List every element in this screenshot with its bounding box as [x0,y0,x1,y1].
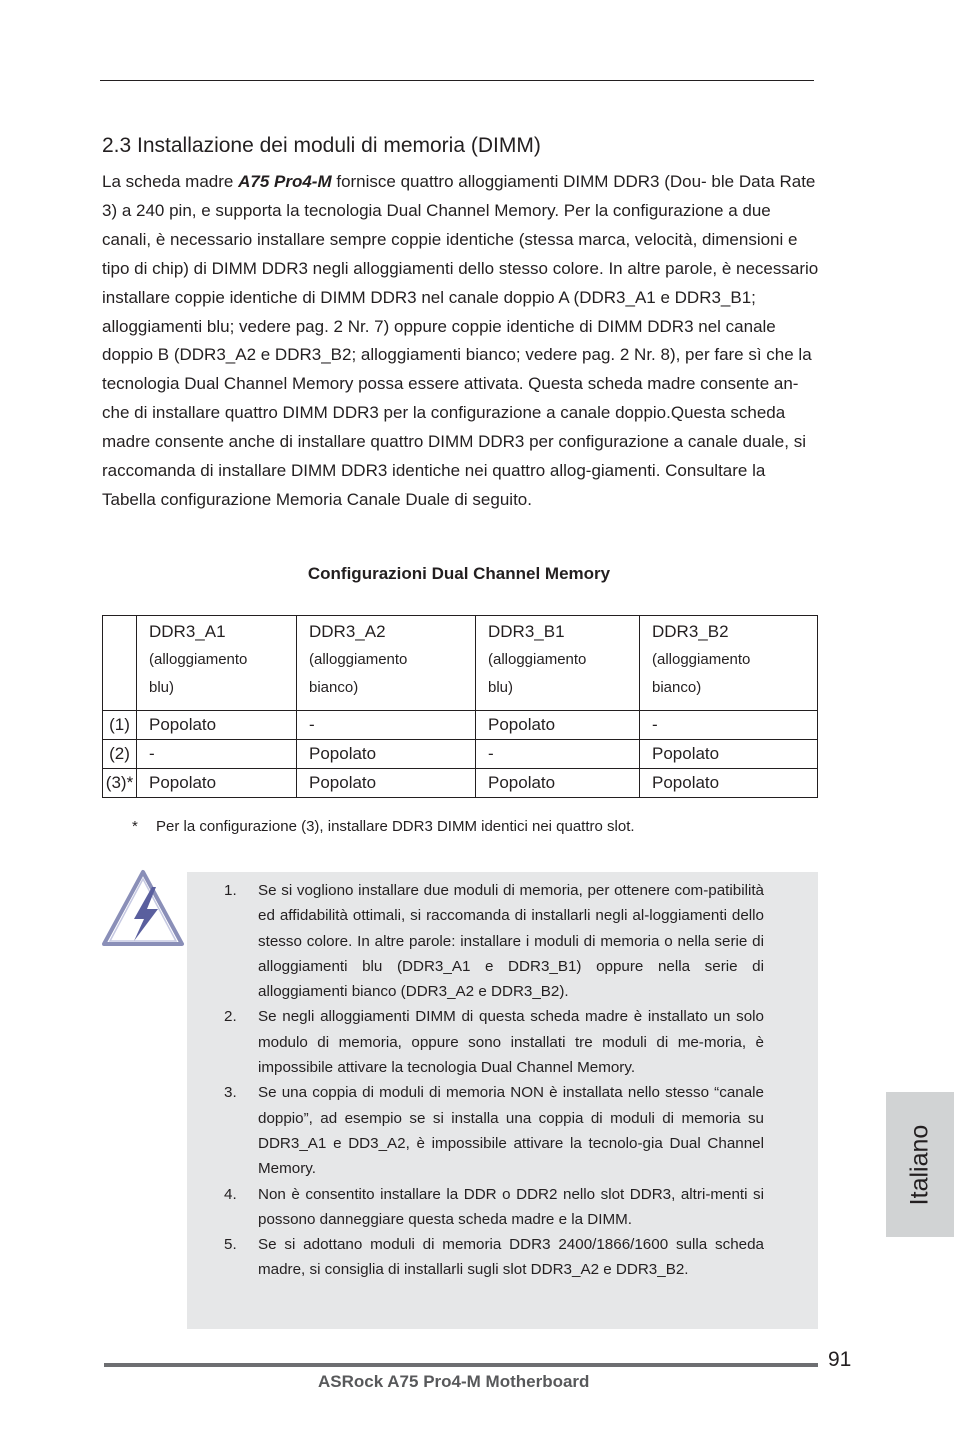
list-item [224,1004,764,1080]
table-cell: Popolato [137,769,297,798]
note-number: 2. [224,1008,237,1026]
header-slot-color: bianco) [309,679,359,696]
header-slot-sub: (alloggiamento [488,651,587,668]
header-slot-color: bianco) [652,679,702,696]
header-slot-color: blu) [488,679,514,696]
header-slot-name: DDR3_B2 [652,622,729,641]
list-item [224,878,764,1004]
table-cell: Popolato [476,769,640,798]
header-cell-ddr3-b1 [476,616,640,711]
table-cell: Popolato [640,740,818,769]
table-cell: Popolato [297,769,476,798]
list-item [224,1182,764,1233]
list-item [224,1232,764,1283]
note-number: 4. [224,1185,237,1203]
table-header-row [103,616,818,711]
page-number: 91 [828,1348,852,1371]
header-slot-name: DDR3_A2 [309,622,386,641]
note-number: 5. [224,1236,237,1254]
intro-paragraph [102,168,819,515]
table-cell: - [137,740,297,769]
table-cell: - [640,711,818,740]
header-cell-ddr3-a2 [297,616,476,711]
footnote-marker: * [132,818,138,835]
table-footnote [132,818,635,835]
list-item [224,1080,764,1181]
note-text: Se si adottano moduli di memoria DDR3 2400/1866/1600 sulla scheda madre, si consiglia di installarli sugli slot DDR3_A2 e DDR3_B2. [258,1236,764,1279]
table-row [103,711,818,740]
header-slot-sub: (alloggiamento [149,651,248,668]
table-cell: Popolato [137,711,297,740]
intro-model: A75 Pro4-M [238,172,332,191]
header-slot-sub: (alloggiamento [652,651,751,668]
table-cell: Popolato [640,769,818,798]
section-title: 2.3 Installazione dei moduli di memoria (DIMM) [102,134,541,157]
footer-text: ASRock A75 Pro4-M Motherboard [318,1372,590,1391]
header-slot-color: blu) [149,679,175,696]
table-cell: Popolato [476,711,640,740]
table-row [103,740,818,769]
note-number: 3. [224,1084,237,1102]
bottom-rule [104,1363,818,1367]
intro-rest: fornisce quattro alloggiamenti DIMM DDR3 (Dou- ble Data Rate 3) a 240 pin, e supporta la tecnologia Dual Channel Memory. Per la configurazione a due canali, è necessario installare sempre coppie identiche (stessa marca, velocità, dimensioni e tipo di chip) di DIMM DDR3 negli alloggiamenti dello stesso colore. In altre parole, è necessario installare coppie identiche di DIMM DDR3 nel canale doppio A (DDR3_A1 e DDR3_B1; alloggiamenti blu; vedere pag. 2 Nr. 7) oppure coppie identiche di DIMM DDR3 nel canale doppio B (DDR3_A2 e DDR3_B2; alloggiamenti bianco; vedere pag. 2 Nr. 8), per fare sì che la tecnologia Dual Channel Memory possa essere attivata. Questa scheda madre consente an-che di installare quattro DIMM DDR3 per la configurazione a canale doppio.Questa scheda madre consente anche di installare quattro DIMM DDR3 per configurazione a canale duale, si raccomanda di installare DIMM DDR3 identiche nei quattro allog-giamenti. Consultare la Tabella configurazione Memoria Canale Duale di seguito. [102,172,819,509]
header-slot-name: DDR3_A1 [149,622,226,641]
header-cell-ddr3-a1 [137,616,297,711]
table-corner-cell [103,616,137,711]
language-label: Italiano [905,1124,934,1205]
table-caption: Configurazioni Dual Channel Memory [307,564,611,583]
footnote-text: Per la configurazione (3), installare DDR3 DIMM identici nei quattro slot. [156,818,635,835]
header-slot-sub: (alloggiamento [309,651,408,668]
note-list [224,878,764,1283]
note-text: Se si vogliono installare due moduli di memoria, per ottenere com-patibilità ed affidabilità ottimali, si raccomanda di installarli negli al-loggiamenti dello stesso colore. In altre parole: installare i moduli di memoria o nella serie di alloggiamenti blu (DDR3_A1 e DDR3_B1) oppure nella serie di alloggiamenti bianco (DDR3_A2 e DDR3_B2). [258,882,764,1001]
table-row [103,769,818,798]
row-label: (3)* [103,769,137,798]
note-number: 1. [224,882,237,899]
row-label: (2) [103,740,137,769]
warning-triangle-icon [100,867,186,949]
top-rule [100,80,814,81]
header-cell-ddr3-b2 [640,616,818,711]
language-side-tab [886,1092,954,1237]
row-label: (1) [103,711,137,740]
intro-lead: La scheda madre [102,172,239,191]
memory-config-table [102,615,818,798]
note-text: Non è consentito installare la DDR o DDR2 nello slot DDR3, altri-menti si possono danneggiare questa scheda madre e la DIMM. [258,1185,764,1228]
table-cell: - [476,740,640,769]
header-slot-name: DDR3_B1 [488,622,565,641]
table-cell: - [297,711,476,740]
table-cell: Popolato [297,740,476,769]
note-text: Se una coppia di moduli di memoria NON è installata nello stesso “canale doppio”, ad esempio se si installa una coppia di moduli di memoria su DDR3_A1 e DD3_A2, è impossibile attivare la tecnolo-gia Dual Channel Memory. [258,1084,764,1178]
note-text: Se negli alloggiamenti DIMM di questa scheda madre è installato un solo modulo di memoria, oppure sono installati tre moduli di me-moria, è impossibile attivare la tecnologia Dual Channel Memory. [258,1008,764,1077]
